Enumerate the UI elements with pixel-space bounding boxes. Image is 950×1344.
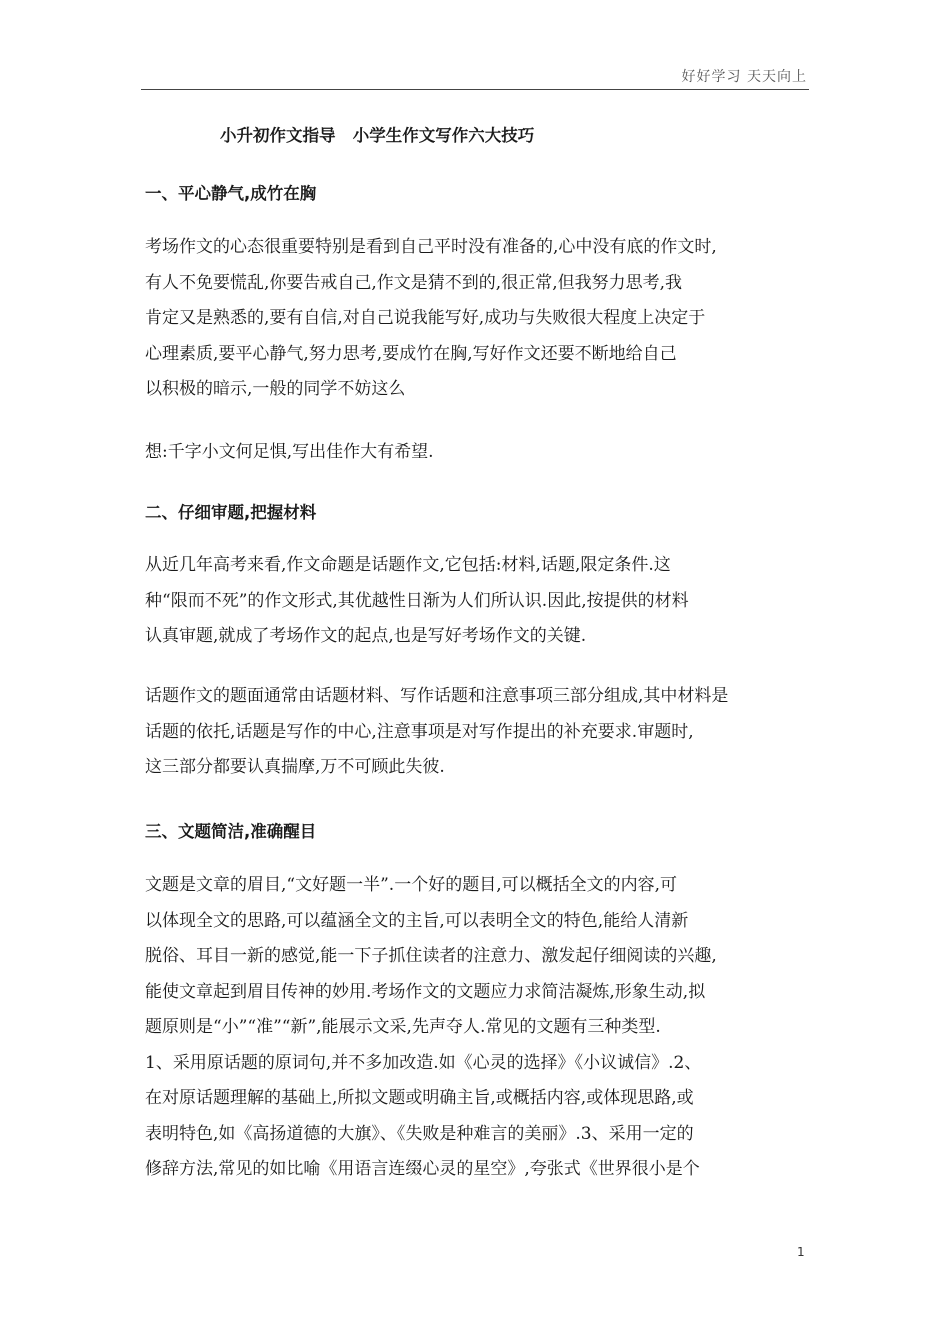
text-line: 文题是文章的眉目,“文好题一半”.一个好的题目,可以概括全文的内容,可 <box>145 875 677 895</box>
text-line: 以积极的暗示,一般的同学不妨这么 <box>145 379 406 399</box>
paragraph <box>145 548 811 655</box>
text-line: 从近几年高考来看,作文命题是话题作文,它包括:材料,话题,限定条件.这 <box>145 555 671 575</box>
text-line: 题原则是“小”“准”“新”,能展示文采,先声夺人.常见的文题有三种类型. <box>145 1017 661 1037</box>
section-heading-3: 三、文题简洁,准确醒目 <box>145 822 317 841</box>
text-line: 1、采用原话题的原词句,并不多加改造.如《心灵的选择》《小议诚信》.2、 <box>145 1052 702 1073</box>
text-line: 有人不免要慌乱,你要告戒自己,作文是猜不到的,很正常,但我努力思考,我 <box>145 272 683 293</box>
text-line: 脱俗、耳目一新的感觉,能一下子抓住读者的注意力、激发起仔细阅读的兴趣, <box>145 946 717 966</box>
paragraph <box>145 230 811 408</box>
text-line: 在对原话题理解的基础上,所拟文题或明确主旨,或概括内容,或体现思路,或 <box>145 1088 694 1108</box>
text-line: 修辞方法,常见的如比喻《用语言连缀心灵的星空》,夸张式《世界很小是个 <box>145 1159 700 1179</box>
text-line: 种“限而不死”的作文形式,其优越性日渐为人们所认识.因此,按提供的材料 <box>145 590 689 611</box>
text-line: 想:千字小文何足惧,写出佳作大有希望. <box>145 442 434 462</box>
text-line: 肯定又是熟悉的,要有自信,对自己说我能写好,成功与失败很大程度上决定于 <box>145 308 706 328</box>
text-line: 表明特色,如《高扬道德的大旗》、《失败是种难言的美丽》.3、采用一定的 <box>145 1123 694 1144</box>
paragraph <box>145 679 811 786</box>
text-line: 考场作文的心态很重要特别是看到自己平时没有准备的,心中没有底的作文时, <box>145 237 717 257</box>
header-divider <box>141 89 809 90</box>
header-motto: 好好学习 天天向上 <box>681 69 807 85</box>
text-line: 这三部分都要认真揣摩,万不可顾此失彼. <box>145 757 445 777</box>
text-line: 话题作文的题面通常由话题材料、写作话题和注意事项三部分组成,其中材料是 <box>145 686 729 706</box>
text-line: 以体现全文的思路,可以蕴涵全文的主旨,可以表明全文的特色,能给人清新 <box>145 910 689 931</box>
text-line: 心理素质,要平心静气,努力思考,要成竹在胸,写好作文还要不断地给自己 <box>145 343 677 364</box>
paragraph <box>145 435 811 471</box>
section-heading-2: 二、仔细审题,把握材料 <box>145 503 317 522</box>
text-line: 认真审题,就成了考场作文的起点,也是写好考场作文的关键. <box>145 626 587 646</box>
paragraph <box>145 868 811 1188</box>
document-title: 小升初作文指导 小学生作文写作六大技巧 <box>220 126 535 145</box>
text-line: 话题的依托,话题是写作的中心,注意事项是对写作提出的补充要求.审题时, <box>145 721 694 742</box>
page-number: 1 <box>797 1245 805 1259</box>
section-heading-1: 一、平心静气,成竹在胸 <box>145 184 317 203</box>
text-line: 能使文章起到眉目传神的妙用.考场作文的文题应力求简洁凝炼,形象生动,拟 <box>145 981 706 1002</box>
